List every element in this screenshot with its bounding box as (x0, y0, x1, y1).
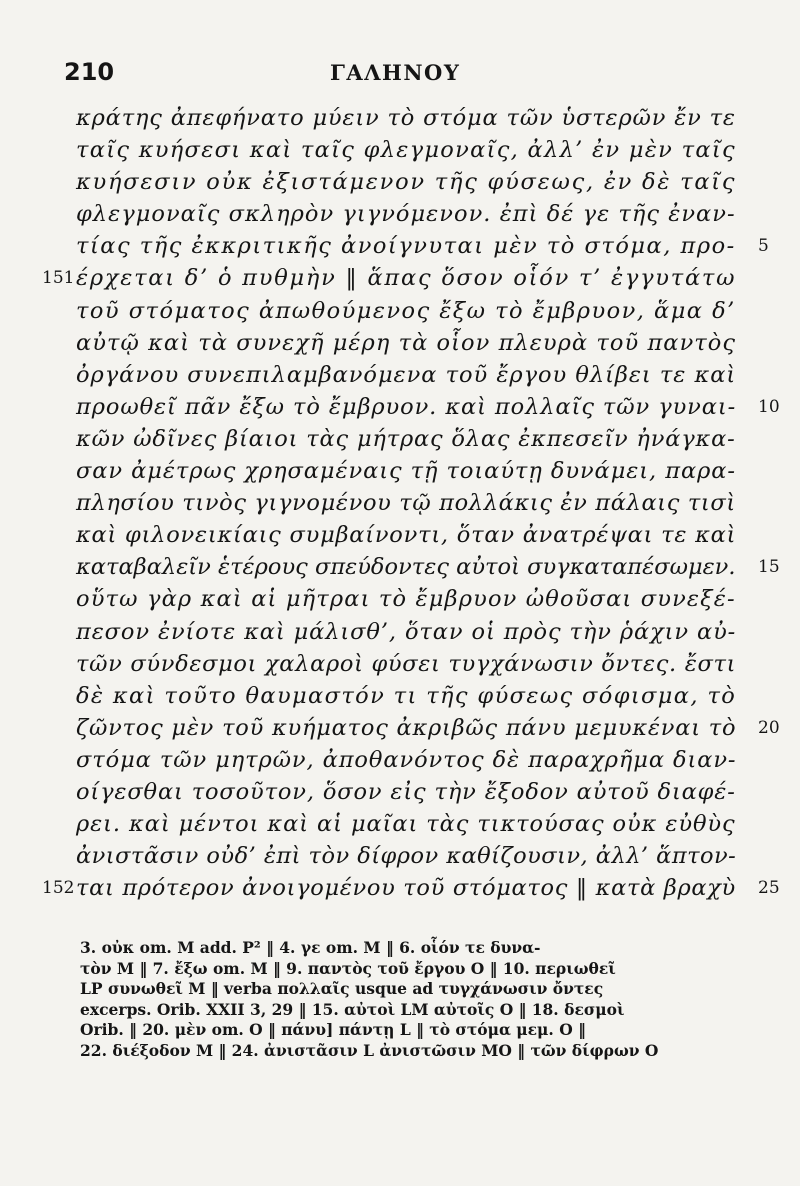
line-text: ται πρότερον ἀνοιγομένου τοῦ στόματος ‖ κατὰ βραχὺ (76, 875, 736, 902)
line-text: τίας τῆς ἐκκριτικῆς ἀνοίγνυται μὲν τὸ στόμα, προ- (76, 233, 736, 260)
line-text: προωθεῖ πᾶν ἔξω τὸ ἔμβρυον. καὶ πολλαῖς τῶν γυναι- (76, 393, 737, 420)
line-text: αὐτῷ καὶ τὰ συνεχῆ μέρη τὰ οἷον πλευρὰ τοῦ παντὸς (76, 329, 737, 356)
page-number: 210 (64, 58, 115, 86)
main-text (42, 102, 780, 904)
line-text: οίγεσθαι τοσοῦτον, ὅσον εἰς τὴν ἔξοδον αὐτοῦ διαφέ- (76, 778, 736, 805)
page-reference-number: 151 (42, 268, 75, 289)
text-line (76, 519, 736, 551)
page-reference-number: 152 (42, 878, 75, 899)
footnote-line: 3. οὐκ om. M add. P² ‖ 4. γε om. M ‖ 6. οἷόν τε δυνα- (80, 938, 541, 957)
text-line (76, 134, 736, 166)
line-text: κράτης ἀπεφήνατο μύειν τὸ στόμα τῶν ὑστερῶν ἔν τε (76, 105, 736, 131)
line-text: κῶν ὠδῖνες βίαιοι τὰς μήτρας ὅλας ἐκπεσεῖν ἠνάγκα- (76, 425, 736, 452)
text-line (42, 872, 780, 904)
line-text: φλεγμοναῖς σκληρὸν γιγνόμενον. ἐπὶ δέ γε τῆς ἐναν- (76, 201, 736, 228)
line-number: 5 (758, 236, 769, 257)
text-line (76, 840, 736, 872)
footnote-line: τὸν M ‖ 7. ἔξω om. M ‖ 9. παντὸς τοῦ ἔργου O ‖ 10. περιωθεῖ (80, 958, 616, 978)
text-line (76, 808, 736, 840)
text-line (76, 487, 736, 519)
page-header (64, 58, 764, 92)
text-line (76, 648, 736, 680)
text-line (76, 230, 769, 262)
footnote-line: excerps. Orib. XXII 3, 29 ‖ 15. αὐτοὶ LM αὐτοῖς O ‖ 18. δεσμοὶ (80, 999, 625, 1019)
footnote-line: Orib. ‖ 20. μὲν om. O ‖ πάνυ] πάντῃ L ‖ τὸ στόμα μεμ. O ‖ (80, 1020, 586, 1040)
line-text: έρχεται δ’ ὁ πυθμὴν ‖ ἅπας ὅσον οἷόν τ’ ἐγγυτάτω (76, 265, 737, 292)
text-line (76, 616, 736, 648)
text-line (76, 776, 736, 808)
text-line (76, 198, 736, 230)
text-line (76, 712, 780, 744)
text-line (76, 744, 736, 776)
line-text: καὶ φιλονεικίαις συμβαίνοντι, ὅταν ἀνατρέψαι τε καὶ (76, 522, 737, 549)
running-head: ΓΑΛΗΝΟΥ (330, 60, 461, 85)
line-text: ταῖς κυήσεσι καὶ ταῖς φλεγμοναῖς, ἀλλ’ ἐν μὲν ταῖς (76, 137, 736, 164)
line-text: οὕτω γὰρ καὶ αἱ μῆτραι τὸ ἔμβρυον ὠθοῦσαι συνεξέ- (76, 586, 736, 613)
text-line (76, 680, 736, 712)
footnote-line: 22. διέξοδον M ‖ 24. ἀνιστᾶσιν L ἀνιστῶσιν MO ‖ τῶν δίφρων O (80, 1040, 659, 1060)
line-text: στόμα τῶν μητρῶν, ἀποθανόντος δὲ παραχρῆμα διαν- (76, 746, 737, 773)
line-text: σαν ἀμέτρως χρησαμέναις τῇ τοιαύτῃ δυνάμει, παρα- (76, 458, 736, 485)
line-text: κυήσεσιν οὐκ ἐξιστάμενον τῆς φύσεως, ἐν δὲ ταῖς (76, 169, 737, 196)
line-number: 25 (758, 878, 780, 899)
text-line (76, 327, 736, 359)
line-number: 10 (758, 396, 780, 417)
line-text: δὲ καὶ τοῦτο θαυμαστόν τι τῆς φύσεως σόφισμα, τὸ (76, 682, 737, 709)
line-text: καταβαλεῖν ἑτέρους σπεύδοντες αὐτοὶ συγκαταπέσωμεν. (76, 554, 736, 581)
text-line (76, 391, 780, 423)
text-line (42, 262, 737, 294)
footnote-line: LP συνωθεῖ M ‖ verba πολλαῖς usque ad τυγχάνωσιν ὄντες (80, 979, 604, 999)
text-line (76, 423, 736, 455)
line-text: πεσον ἐνίοτε καὶ μάλισθ’, ὅταν οἱ πρὸς τὴν ῥάχιν αὐ- (76, 618, 737, 645)
line-text: ρει. καὶ μέντοι καὶ αἱ μαῖαι τὰς τικτούσας οὐκ εὐθὺς (76, 811, 736, 838)
line-text: πλησίου τινὸς γιγνομένου τῷ πολλάκις ἐν πάλαις τισὶ (76, 490, 736, 517)
line-text: ἀνιστᾶσιν οὐδ’ ἐπὶ τὸν δίφρον καθίζουσιν, ἀλλ’ ἅπτον- (76, 843, 737, 870)
line-text: τοῦ στόματος ἀπωθούμενος ἔξω τὸ ἔμβρυον, ἅμα δ’ (76, 297, 736, 324)
text-line (76, 102, 736, 134)
critical-apparatus (80, 938, 720, 1062)
text-line (76, 551, 780, 583)
text-line (76, 166, 736, 198)
text-line (76, 295, 736, 327)
text-line (76, 359, 736, 391)
line-text: ὀργάνου συνεπιλαμβανόμενα τοῦ ἔργου θλίβει τε καὶ (76, 361, 737, 388)
line-text: τῶν σύνδεσμοι χαλαροὶ φύσει τυγχάνωσιν ὄντες. ἔστι (76, 650, 737, 677)
line-number: 15 (758, 557, 780, 578)
text-line (76, 583, 736, 615)
line-text: ζῶντος μὲν τοῦ κυήματος ἀκριβῶς πάνυ μεμυκέναι τὸ (76, 714, 737, 741)
line-number: 20 (758, 717, 780, 738)
text-line (76, 455, 736, 487)
